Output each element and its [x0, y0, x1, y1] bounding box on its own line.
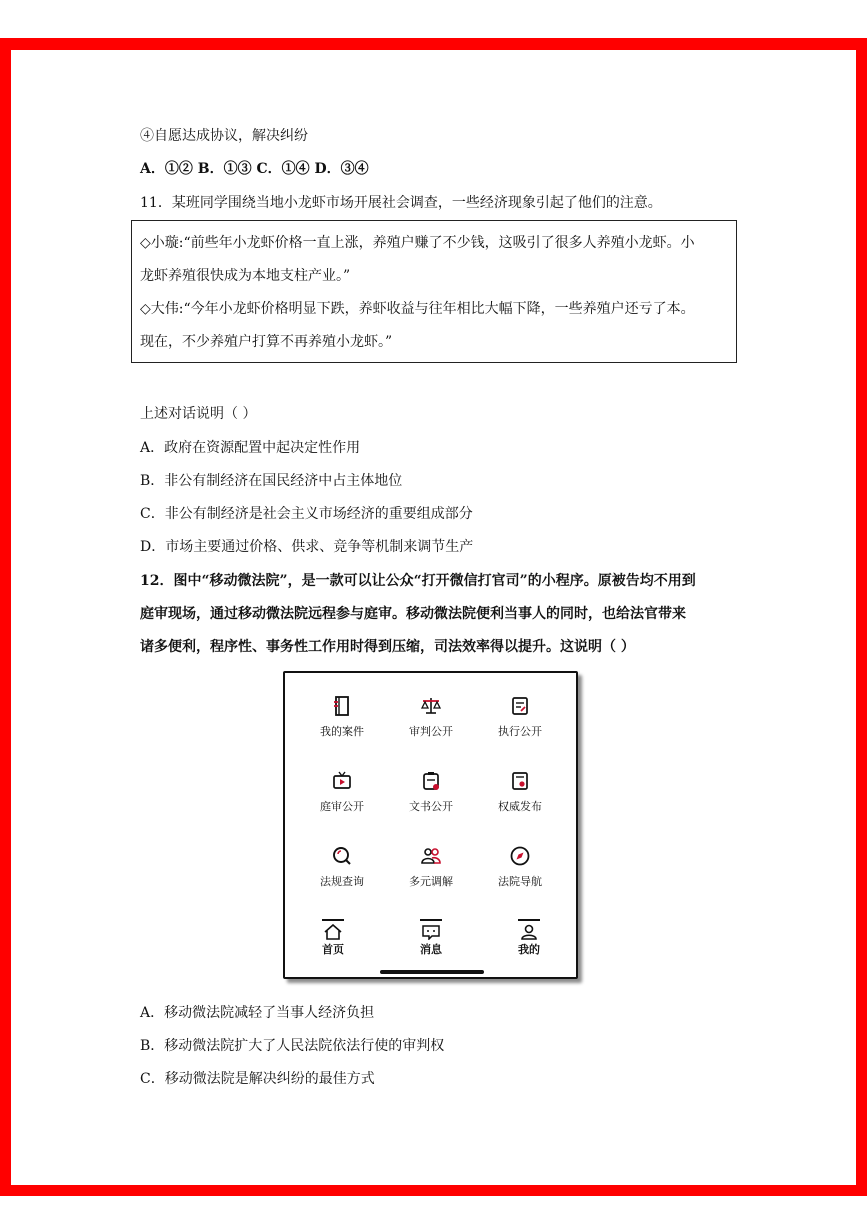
q10-options: A．①② B．①③ C．①④ D．③④ — [140, 161, 369, 177]
people-icon — [420, 845, 442, 867]
nav-label: 消息 — [420, 943, 442, 956]
tile-label: 权威发布 — [498, 800, 542, 813]
publish-icon — [509, 770, 531, 792]
tile-documents-public[interactable] — [386, 770, 476, 814]
tile-label: 执行公开 — [498, 725, 542, 738]
user-icon — [519, 924, 539, 940]
quote-line: ◇大伟:“今年小龙虾价格明显下跌，养虾收益与往年相比大幅下降，一些养殖户还亏了本。 — [140, 301, 695, 317]
message-icon — [421, 924, 441, 940]
tile-label: 法院导航 — [498, 875, 542, 888]
tile-label: 法规查询 — [320, 875, 364, 888]
nav-me[interactable] — [484, 919, 574, 957]
quote-line: 现在，不少养殖户打算不再养殖小龙虾。” — [140, 334, 393, 350]
q11-option-a: A．政府在资源配置中起决定性作用 — [140, 440, 361, 456]
tile-label: 庭审公开 — [320, 800, 364, 813]
tv-play-icon — [331, 770, 353, 792]
search-icon — [331, 845, 353, 867]
q12-stem-line: 诸多便利，程序性、事务性工作用时得到压缩，司法效率得以提升。这说明（ ） — [140, 639, 635, 655]
home-indicator-bar — [380, 970, 484, 974]
q12-option-a: A．移动微法院减轻了当事人经济负担 — [140, 1005, 375, 1021]
tile-my-cases[interactable] — [297, 695, 387, 739]
mobile-court-app-screenshot — [283, 671, 578, 979]
clipboard-badge-icon — [420, 770, 442, 792]
nav-label: 首页 — [322, 943, 344, 956]
q11-question: 上述对话说明（ ） — [140, 406, 257, 422]
nav-home[interactable] — [288, 919, 378, 957]
q12-stem-line: 庭审现场，通过移动微法院远程参与庭审。移动微法院便利当事人的同时，也给法官带来 — [140, 606, 686, 622]
q12-stem-line: 12．图中“移动微法院”，是一款可以让公众“打开微信打官司”的小程序。原被告均不用到 — [140, 573, 696, 589]
case-file-icon — [331, 695, 353, 717]
nav-label: 我的 — [518, 943, 540, 956]
tile-mediation[interactable] — [386, 845, 476, 889]
scales-icon — [420, 695, 442, 717]
quote-line: 龙虾养殖很快成为本地支柱产业。” — [140, 268, 351, 284]
q12-option-c: C．移动微法院是解决纠纷的最佳方式 — [140, 1071, 375, 1087]
tile-trial-public[interactable] — [386, 695, 476, 739]
q11-option-b: B．非公有制经济在国民经济中占主体地位 — [140, 473, 403, 489]
document-edit-icon — [509, 695, 531, 717]
tile-court-navigation[interactable] — [475, 845, 565, 889]
q11-quote-box — [131, 220, 737, 363]
q11-stem: 11．某班同学围绕当地小龙虾市场开展社会调查，一些经济现象引起了他们的注意。 — [140, 195, 662, 211]
tile-execution-public[interactable] — [475, 695, 565, 739]
compass-icon — [509, 845, 531, 867]
q11-option-d: D．市场主要通过价格、供求、竞争等机制来调节生产 — [140, 539, 474, 555]
tile-label: 审判公开 — [409, 725, 453, 738]
tile-law-search[interactable] — [297, 845, 387, 889]
quote-line: ◇小璇:“前些年小龙虾价格一直上涨，养殖户赚了不少钱，这吸引了很多人养殖小龙虾。小 — [140, 235, 695, 251]
home-icon — [323, 924, 343, 940]
q12-option-b: B．移动微法院扩大了人民法院依法行使的审判权 — [140, 1038, 445, 1054]
nav-messages[interactable] — [386, 919, 476, 957]
tile-label: 文书公开 — [409, 800, 453, 813]
tile-label: 我的案件 — [320, 725, 364, 738]
q10-item-4: ④自愿达成协议，解决纠纷 — [140, 128, 308, 144]
tile-authority-release[interactable] — [475, 770, 565, 814]
q11-option-c: C．非公有制经济是社会主义市场经济的重要组成部分 — [140, 506, 473, 522]
tile-label: 多元调解 — [409, 875, 453, 888]
tile-court-hearing-public[interactable] — [297, 770, 387, 814]
